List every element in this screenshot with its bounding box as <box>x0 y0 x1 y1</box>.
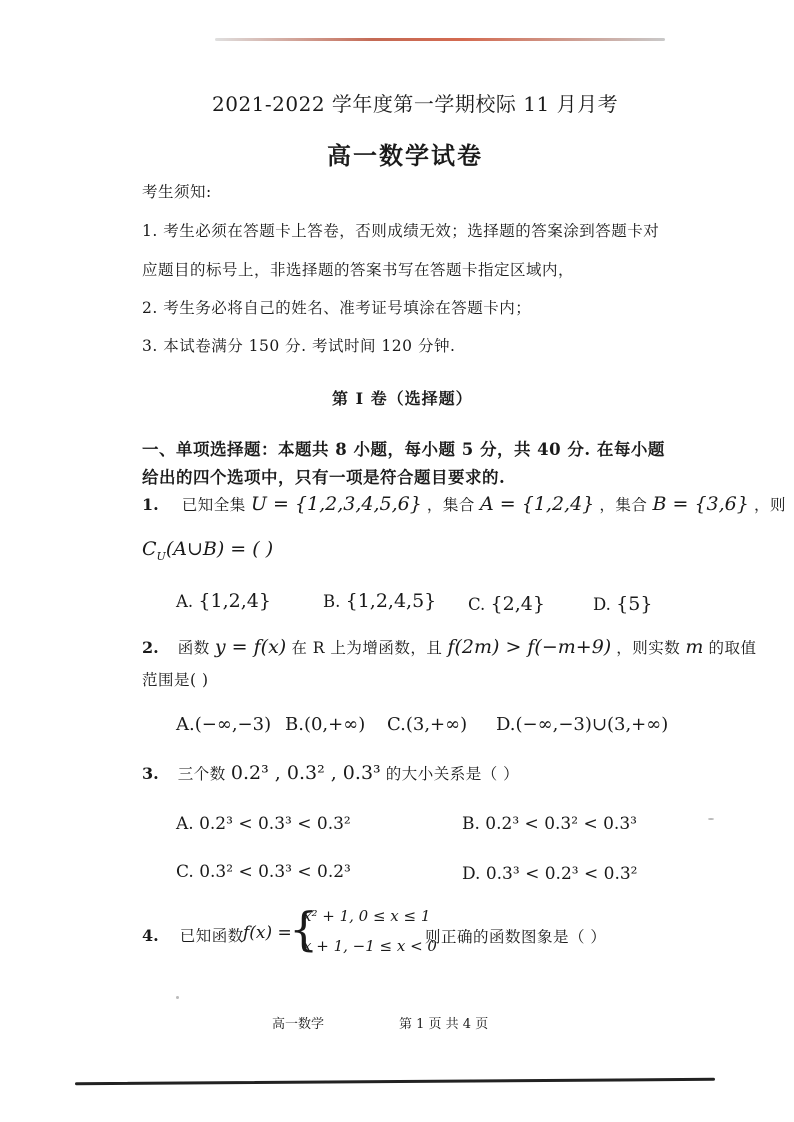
question-3 <box>142 762 519 784</box>
q2-text-2: 在 R 上为增函数，且 <box>291 639 443 657</box>
q3-numbers: 0.2³ , 0.3² , 0.3³ <box>230 762 381 784</box>
notice-line-2: 2. 考生务必将自己的姓名、准考证号填涂在答题卡内； <box>142 299 532 317</box>
section-title: 第 I 卷（选择题） <box>332 389 473 408</box>
section-instruction-1: 一、单项选择题：本题共 8 小题，每小题 5 分，共 40 分. 在每小题 <box>142 440 665 459</box>
q1-text-4: ，则 <box>753 496 786 514</box>
q3-option-b[interactable]: B. 0.2³ < 0.3² < 0.3³ <box>462 814 637 834</box>
q2-option-a[interactable]: A.(−∞,−3) <box>176 714 272 735</box>
q1-option-b[interactable]: B. {1,2,4,5} <box>323 590 437 612</box>
question-4 <box>142 924 244 946</box>
q4-brace: { <box>289 902 319 956</box>
question-number: 2. <box>142 638 159 657</box>
question-2 <box>142 636 757 658</box>
bottom-rule <box>75 1078 715 1085</box>
q4-case-2: x + 1, −1 ≤ x < 0 <box>303 937 437 955</box>
q2-text-4: 的取值 <box>708 639 757 657</box>
q2-variable: m <box>685 636 704 658</box>
q3-text-1: 三个数 <box>177 765 226 783</box>
q1-text-3: ，集合 <box>599 496 648 514</box>
q2-text-3: ，则实数 <box>616 639 681 657</box>
scan-speck <box>176 996 179 999</box>
q2-option-c[interactable]: C.(3,+∞) <box>387 714 468 735</box>
notice-line-1b: 应题目的标号上，非选择题的答案书写在答题卡指定区域内， <box>142 261 575 279</box>
q4-function-name: f(x) = <box>243 923 292 943</box>
q1-set-b: B = {3,6} <box>652 493 749 515</box>
q2-option-b[interactable]: B.(0,+∞) <box>285 714 366 735</box>
question-number: 3. <box>142 764 159 783</box>
notice-heading: 考生须知: <box>142 183 212 201</box>
question-number: 4. <box>142 926 159 945</box>
q1-text-2: ，集合 <box>426 496 475 514</box>
q4-text-2: 则正确的函数图象是（ ） <box>425 928 607 946</box>
q2-function: y = f(x) <box>214 636 287 658</box>
top-rule <box>215 38 665 41</box>
q1-option-a[interactable]: A. {1,2,4} <box>176 590 271 612</box>
section-instruction-2: 给出的四个选项中，只有一项是符合题目要求的. <box>142 468 506 487</box>
q1-option-c[interactable]: C. {2,4} <box>468 593 545 615</box>
question-1 <box>142 493 786 515</box>
q2-inequality: f(2m) > f(−m+9) <box>447 636 612 658</box>
q1-set-a: A = {1,2,4} <box>480 493 595 515</box>
q4-case-1: x² + 1, 0 ≤ x ≤ 1 <box>303 907 431 925</box>
exam-subtitle: 高一数学试卷 <box>327 141 483 170</box>
q2-text-line-2: 范围是( ) <box>142 671 209 689</box>
q2-option-d[interactable]: D.(−∞,−3)∪(3,+∞) <box>496 714 669 735</box>
q3-text-2: 的大小关系是（ ） <box>385 765 520 783</box>
q1-option-d[interactable]: D. {5} <box>593 593 653 615</box>
q3-option-c[interactable]: C. 0.3² < 0.3³ < 0.2³ <box>176 862 351 882</box>
q1-expression: $C_U(A\cup B)$ = ( ) <box>142 538 274 563</box>
scan-speck <box>708 818 714 820</box>
footer-subject: 高一数学 <box>272 1017 325 1032</box>
footer-page-number: 第 1 页 共 4 页 <box>399 1017 489 1032</box>
notice-line-3: 3. 本试卷满分 150 分. 考试时间 120 分钟. <box>142 337 456 355</box>
q2-text-1: 函数 <box>177 639 210 657</box>
q3-option-d[interactable]: D. 0.3³ < 0.2³ < 0.3² <box>462 864 638 884</box>
question-number: 1. <box>142 495 159 514</box>
q1-set-u: U = {1,2,3,4,5,6} <box>250 493 422 515</box>
notice-line-1: 1. 考生必须在答题卡上答卷，否则成绩无效；选择题的答案涂到答题卡对 <box>142 222 660 240</box>
q3-option-a[interactable]: A. 0.2³ < 0.3³ < 0.3² <box>176 814 351 834</box>
q1-text-1: 已知全集 <box>181 496 246 514</box>
q4-text-1: 已知函数 <box>179 927 244 945</box>
exam-title: 2021-2022 学年度第一学期校际 11 月月考 <box>212 92 619 116</box>
